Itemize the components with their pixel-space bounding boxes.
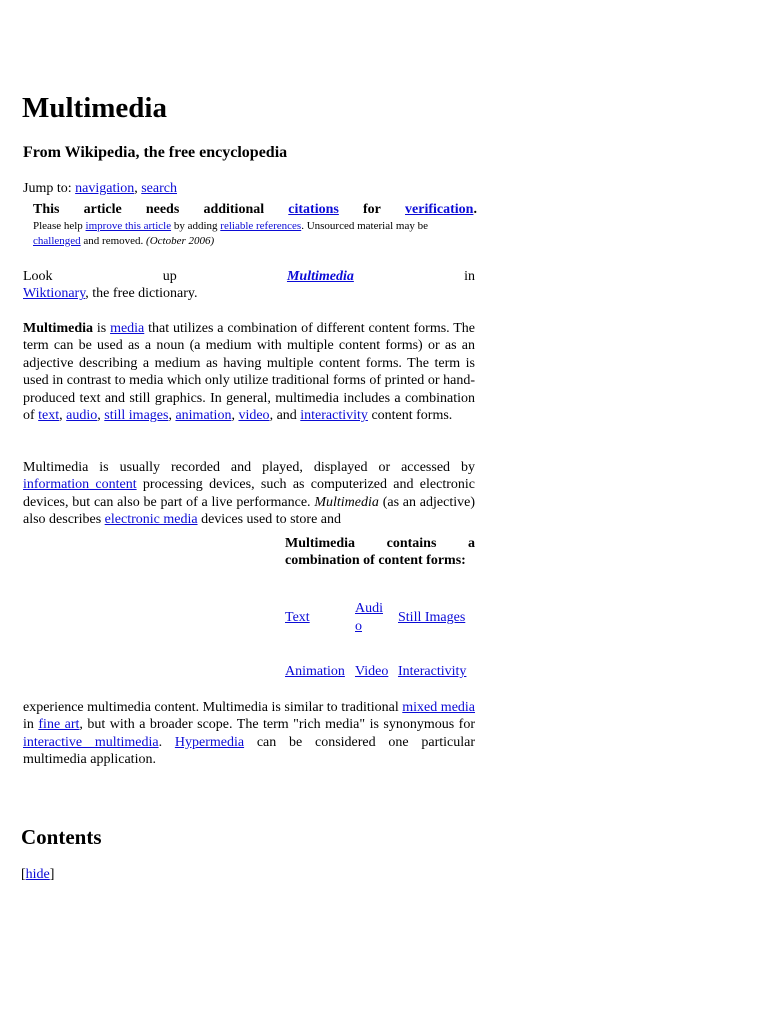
electronic-media-link[interactable]: electronic media [104, 512, 198, 528]
wiktionary-in: in [464, 269, 475, 284]
notice-removed-text: and removed. [83, 235, 144, 247]
second-paragraph [23, 459, 475, 529]
infobox-audio-link[interactable]: Audio [355, 601, 383, 634]
notice-detail [33, 219, 477, 249]
audio-link[interactable]: audio [66, 408, 98, 424]
notice-word: needs [145, 202, 180, 217]
contents-toggle [21, 866, 54, 883]
infobox-cells [285, 569, 475, 689]
hypermedia-link[interactable]: Hypermedia [174, 734, 245, 750]
wiktionary-box [23, 268, 475, 303]
video-link[interactable]: video [238, 408, 270, 424]
text-run: can be considered one particular multimedia application. [23, 734, 476, 768]
search-link[interactable]: search [141, 181, 177, 196]
animation-link[interactable]: animation [175, 408, 232, 424]
verification-group [405, 201, 477, 219]
wiktionary-link[interactable]: Wiktionary [23, 286, 86, 302]
infobox-video-link[interactable]: Video [355, 664, 389, 679]
reliable-references-link[interactable]: reliable references [220, 220, 302, 232]
text-run: (as an adjective) also describes [23, 494, 475, 528]
notice-word: This [33, 202, 60, 217]
interactive-multimedia-link[interactable]: interactive multimedia [23, 734, 159, 750]
wiktionary-term-link[interactable]: Multimedia [286, 269, 354, 284]
navigation-link[interactable]: navigation [75, 181, 135, 196]
text-run: content forms. [371, 408, 453, 424]
text-run: experience multimedia content. Multimedia is similar to traditional [23, 700, 399, 715]
hide-toggle-link[interactable]: hide [25, 867, 50, 882]
text-run: that utilizes a combination of different content forms. The term can be used as a noun (a medium with multiple content forms) or as an adjective describing a medium as having multiple content forms. The term is used in contrast to media which only utilize traditional forms of printed or hand-produced text and still graphics. In general, multimedia includes a combination of [23, 321, 476, 424]
text-run: , and [269, 408, 297, 424]
wiktionary-up: up [162, 269, 177, 284]
notice-word: article [83, 202, 122, 217]
media-link[interactable]: media [110, 321, 145, 336]
infobox-still-images-link[interactable]: Still Images [398, 610, 466, 625]
multimedia-italic: Multimedia [314, 494, 379, 510]
notice-period: . [473, 202, 477, 217]
notice-unsourced-text: . Unsourced material may be [301, 220, 428, 232]
text-run: is [96, 321, 107, 336]
third-paragraph [23, 699, 475, 769]
interactivity-link[interactable]: interactivity [300, 408, 368, 424]
mixed-media-link[interactable]: mixed media [402, 700, 476, 715]
challenged-link[interactable]: challenged [33, 235, 81, 247]
fine-art-link[interactable]: fine art [38, 717, 80, 733]
bracket: ] [49, 867, 55, 882]
text-link[interactable]: text [38, 408, 60, 424]
wiktionary-line [23, 268, 475, 285]
infobox-animation-link[interactable]: Animation [285, 664, 345, 679]
notice-headline [33, 201, 477, 219]
text-run: . [158, 734, 163, 750]
verification-link[interactable]: verification [405, 202, 474, 217]
notice-word: for [362, 202, 381, 217]
bracket: [ [21, 867, 26, 882]
contents-heading: Contents [21, 825, 102, 849]
notice-date: (October 2006) [146, 235, 215, 247]
wiktionary-free-dictionary: , the free dictionary. [85, 286, 198, 302]
page-title: Multimedia [22, 92, 167, 124]
intro-paragraph: Multimedia is media that utilizes a combination of different content forms. The term can be used as a noun (a medium with multiple content forms) or as an adjective describing a medium as having multiple content forms. The term is used in contrast to media which only utilize traditional forms of printed or hand-produced text and still graphics. In general, multimedia includes a combination of text, audio, still images, animation, video, and interactivity content forms. [23, 321, 476, 424]
text-run: devices used to store and [201, 512, 342, 528]
page-subtitle: From Wikipedia, the free encyclopedia [23, 144, 288, 161]
jump-to-label: Jump to: [23, 181, 72, 196]
citation-notice [33, 201, 477, 249]
improve-article-link[interactable]: improve this article [85, 220, 172, 232]
content-forms-infobox [285, 535, 475, 689]
notice-by-adding: by adding [173, 220, 218, 232]
notice-help-text: Please help [33, 220, 83, 232]
term-multimedia: Multimedia [23, 321, 93, 336]
wiktionary-look: Look [23, 269, 53, 284]
wiktionary-line-2 [23, 285, 475, 302]
information-content-link[interactable]: information content [23, 477, 137, 493]
jump-separator: , [134, 181, 138, 196]
infobox-text-link[interactable]: Text [285, 610, 310, 625]
text-run: processing devices, such as computerized and electronic devices, but can also be part of a live performance. [23, 477, 475, 510]
text-run: , but with a broader scope. The term "rich media" is synonymous for [79, 717, 476, 733]
infobox-caption: Multimedia contains a combination of content forms: [285, 536, 475, 568]
notice-word: additional [203, 202, 265, 217]
jump-to-bar [23, 180, 177, 197]
text-run: in [23, 717, 34, 733]
infobox-interactivity-link[interactable]: Interactivity [398, 664, 467, 679]
citations-link[interactable]: citations [288, 202, 339, 217]
text-run: Multimedia is usually recorded and played, displayed or accessed by [23, 460, 475, 475]
still-images-link[interactable]: still images [104, 408, 169, 424]
